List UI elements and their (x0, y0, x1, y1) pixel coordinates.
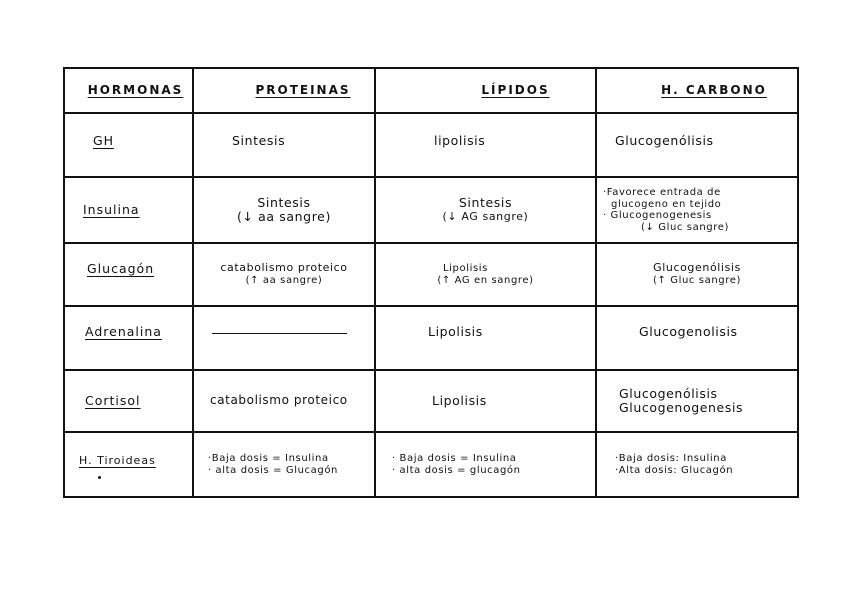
carbono-cell: Glucogenólisis Glucogenogenesis (596, 370, 798, 432)
lipidos-cell: Lipolisis (375, 370, 596, 432)
hormone-name: Cortisol (85, 392, 141, 408)
hormone-metabolism-table (63, 67, 799, 498)
lipidos-cell: Lipolisis (↑ AG en sangre) (375, 243, 596, 306)
hormone-cell (64, 432, 193, 497)
proteinas-cell: Sintesis (193, 113, 375, 177)
carbono-cell: Glucogenólisis (↑ Gluc sangre) (596, 243, 798, 306)
lipidos-cell: Sintesis (↓ AG sangre) (375, 177, 596, 243)
hormone-name: GH (93, 133, 115, 148)
proteinas-cell: Sintesis (↓ aa sangre) (193, 177, 375, 243)
table-row (64, 177, 798, 243)
proteinas-cell: ·Baja dosis = Insulina · alta dosis = Glucagón (193, 432, 375, 497)
lipidos-cell: · Baja dosis = Insulina · alta dosis = glucagón (375, 432, 596, 497)
hormone-name: Adrenalina (85, 324, 162, 339)
table-header-row (64, 68, 798, 113)
hormone-name: Insulina (83, 201, 140, 217)
header-lipidos: LÍPIDOS (375, 68, 596, 113)
hormone-cell (64, 306, 193, 370)
header-h-carbono: H. CARBONO (596, 68, 798, 113)
lipidos-cell: lipolisis (375, 113, 596, 177)
table-row (64, 370, 798, 432)
header-hormonas: HORMONAS (64, 68, 193, 113)
lipidos-cell: Lipolisis (375, 306, 596, 370)
hormone-name: H. Tiroideas (79, 454, 156, 467)
carbono-cell: Glucogenolisis (596, 306, 798, 370)
hormone-name: Glucagón (87, 261, 155, 276)
proteinas-cell: catabolismo proteico (↑ aa sangre) (193, 243, 375, 306)
proteinas-cell: catabolismo proteico (193, 370, 375, 432)
carbono-cell: ·Baja dosis: Insulina ·Alta dosis: Glucagón (596, 432, 798, 497)
empty-dash-line (212, 333, 347, 334)
hormone-cell (64, 243, 193, 306)
hormone-cell (64, 113, 193, 177)
stray-dot (98, 476, 101, 479)
carbono-cell: ·Favorece entrada de glucogeno en tejido · Glucogenogenesis (↓ Gluc sangre) (596, 177, 798, 243)
hormone-cell (64, 370, 193, 432)
table-row (64, 243, 798, 306)
table-row (64, 432, 798, 497)
hormone-cell (64, 177, 193, 243)
table-row (64, 306, 798, 370)
header-proteinas: PROTEINAS (193, 68, 375, 113)
proteinas-cell (193, 306, 375, 370)
carbono-cell: Glucogenólisis (596, 113, 798, 177)
table-row (64, 113, 798, 177)
